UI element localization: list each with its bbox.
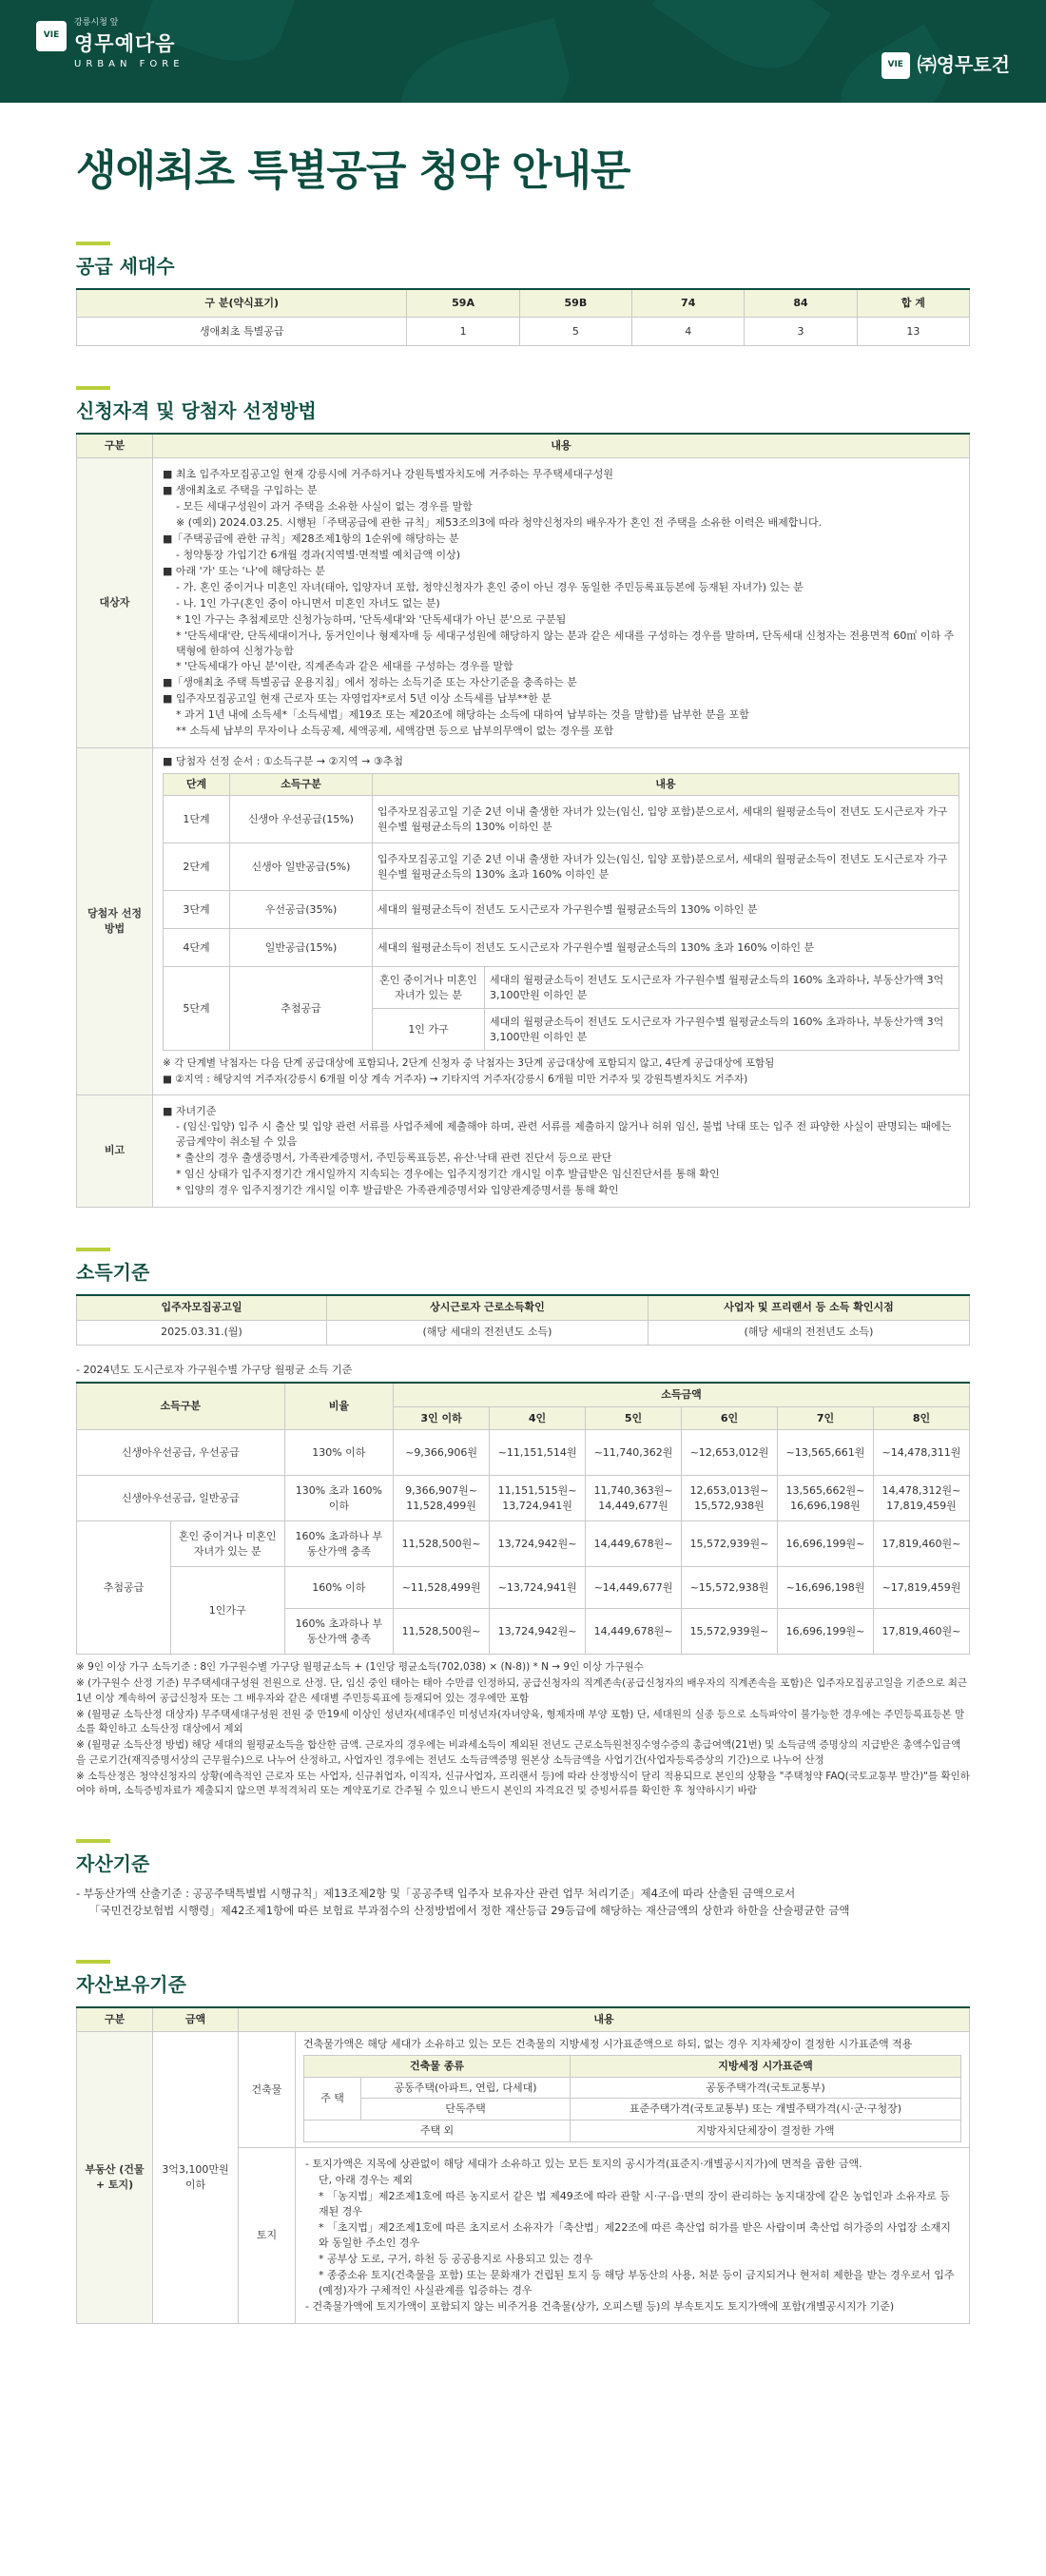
building-kind: 주택 외	[304, 2121, 571, 2142]
title-accent-bar	[76, 1248, 110, 1251]
building-type: 주 택	[304, 2077, 361, 2121]
income-value: 15,572,939원~	[682, 1609, 778, 1655]
footer-spacer	[76, 2324, 970, 2362]
income-value: 13,565,662원~ 16,696,198원	[777, 1476, 873, 1521]
income-value: 13,724,942원~	[490, 1521, 586, 1567]
section-title: 공급 세대수	[76, 254, 175, 278]
income-value: 11,740,363원~ 14,449,677원	[586, 1476, 682, 1521]
supply-cell: 13	[857, 318, 969, 346]
income-ratio: 160% 초과하나 부동산가액 충족	[284, 1521, 394, 1567]
asset-section	[76, 1839, 970, 1920]
income-value: 16,696,199원~	[777, 1521, 873, 1567]
income-header-cell: 비율	[284, 1383, 394, 1430]
stage-subcategory: 1인 가구	[373, 1009, 485, 1051]
leaf-decoration	[652, 0, 831, 92]
building-price: 표준주택가격(국토교통부) 또는 개별주택가격(시·군·구청장)	[571, 2099, 961, 2121]
table-row	[77, 1567, 970, 1609]
vie-logo-icon: VIE	[36, 21, 67, 51]
income-value: ~17,819,459원	[873, 1567, 969, 1609]
brand-location: 강릉시청 앞	[74, 18, 119, 28]
table-row	[164, 929, 959, 967]
income-value: ~11,740,362원	[586, 1430, 682, 1476]
title-accent-bar	[76, 242, 110, 245]
stage-desc: 세대의 월평균소득이 전년도 도시근로자 가구원수별 월평균소득의 160% 초과하나, 부동산가액 3억 3,100만원 이하인 분	[485, 967, 959, 1009]
asset-holding-table	[76, 2006, 970, 2324]
building-intro: 건축물가액은 해당 세대가 소유하고 있는 모든 건축물의 지방세정 시가표준액으로 하되, 없는 경우 지자체장이 결정한 시가표준액 적용	[303, 2037, 913, 2050]
list-item: * 공부상 도로, 구거, 하천 등 공공용지로 사용되고 있는 경우	[319, 2252, 593, 2265]
building-price: 공동주택가격(국토교통부)	[571, 2077, 961, 2099]
list-item: - (임신·입양) 입주 시 출산 및 입양 관련 서류를 사업주체에 제출해야 하며, 관련 서류를 제출하지 않거나 허위 임신, 불법 낙태 또는 입주 전 파양한 사실이 판명되는 때에는 공급계약이 취소될 수 있음	[176, 1120, 952, 1149]
income-header-cell: 소득구분	[77, 1383, 285, 1430]
target-list	[159, 462, 963, 744]
stage-header-cell: 단계	[164, 774, 230, 796]
stage-step: 5단계	[164, 967, 230, 1051]
list-item: ** 소득세 납부의 무자이나 소득공제, 세액공제, 세액감면 등으로 납부의무액이 없는 경우를 포함	[176, 725, 614, 738]
income-value: 17,819,460원~	[873, 1521, 969, 1567]
income-value: ~11,151,514원	[490, 1430, 586, 1476]
income-subcategory: 1인가구	[170, 1567, 284, 1655]
stage-table	[163, 773, 959, 1051]
row-label: 비고	[77, 1094, 153, 1208]
list-item: - 청약통장 가입기간 6개월 경과(지역별·면적별 예치금액 이상)	[176, 548, 461, 561]
list-item: - 건축물가액에 토지가액이 포함되지 않는 비주거용 건축물(상가, 오피스텔 등)의 부속토지도 토지가액에 포함(개별공시지가 기준)	[305, 2299, 895, 2313]
building-kind: 단독주택	[361, 2099, 571, 2121]
income-value: ~15,572,938원	[682, 1567, 778, 1609]
note-line: 「국민건강보험법 시행령」제42조제1항에 따른 보험료 부과점수의 산정방법에서 정한 재산등급 29등급에 해당하는 재산금액의 상한과 하한을 산술평균한 금액	[89, 1904, 850, 1918]
income-value: ~14,478,311원	[873, 1430, 969, 1476]
income-date-header: 입주자모집공고일	[77, 1295, 327, 1320]
building-header-cell: 건축물 종류	[304, 2055, 571, 2077]
row-label: 부동산 (건물 + 토지)	[77, 2031, 153, 2323]
table-row	[77, 1521, 970, 1567]
income-value: 11,528,500원~	[394, 1609, 490, 1655]
income-value: ~9,366,906원	[394, 1430, 490, 1476]
income-category: 신생아우선공급, 우선공급	[77, 1430, 285, 1476]
list-item: * 입양의 경우 입주지정기간 개시일 이후 발급받은 가족관계증명서와 입양관계증명서를 통해 확인	[176, 1184, 619, 1197]
section-title: 자산기준	[76, 1852, 150, 1876]
income-value: 16,696,199원~	[777, 1609, 873, 1655]
stage-subcategory: 혼인 중이거나 미혼인 자녀가 있는 분	[373, 967, 485, 1009]
section-title: 자산보유기준	[76, 1972, 186, 1996]
remark-list	[159, 1099, 963, 1204]
income-date-cell: (해당 세대의 전전년도 소득)	[326, 1320, 648, 1345]
stage-step: 2단계	[164, 843, 230, 891]
income-category: 신생아우선공급, 일반공급	[77, 1476, 285, 1521]
note-line: ■ ②지역 : 해당지역 거주자(강릉시 6개월 이상 계속 거주자) → 기타지역 거주자(강릉시 6개월 미만 거주자 및 강원특별자치도 거주자)	[163, 1073, 748, 1085]
corp-logo[interactable]	[881, 51, 1010, 79]
income-value: 13,724,942원~	[490, 1609, 586, 1655]
income-value: 11,151,515원~ 13,724,941원	[490, 1476, 586, 1521]
brand-name: 영무예다음	[74, 32, 176, 56]
title-accent-bar	[76, 386, 110, 390]
list-item: - 모든 세대구성원이 과거 주택을 소유한 사실이 없는 경우를 말함	[176, 500, 473, 513]
stage-desc: 입주자모집공고일 기준 2년 이내 출생한 자녀가 있는(임신, 입양 포함)분으로서, 세대의 월평균소득이 전년도 도시근로자 가구원수별 월평균소득의 130% 초과 160% 이하인 분	[373, 843, 959, 891]
qualification-section	[76, 386, 970, 1208]
table-row	[304, 2077, 961, 2099]
income-date-header: 사업자 및 프리랜서 등 소득 확인시점	[648, 1295, 969, 1320]
list-item: * 1인 가구는 추첨제로만 신청가능하며, '단독세대'와 '단독세대가 아닌 분'으로 구분됨	[176, 612, 567, 626]
hold-sub-label: 토지	[239, 2148, 296, 2323]
vie-logo-icon: VIE	[881, 52, 910, 79]
income-ratio: 160% 초과하나 부동산가액 충족	[284, 1609, 394, 1655]
table-row	[164, 843, 959, 891]
income-header-cell: 6인	[682, 1406, 778, 1430]
income-subcategory: 혼인 중이거나 미혼인 자녀가 있는 분	[170, 1521, 284, 1567]
table-row	[304, 2099, 961, 2121]
building-kind: 공동주택(아파트, 연립, 다세대)	[361, 2077, 571, 2099]
note-line: ※ (월평균 소득산정 방법) 해당 세대의 월평균소득을 합산한 금액. 근로자의 경우에는 비과세소득이 제외된 전년도 근로소득원천징수영수증의 총급여액(21번) 및 소득금액 증명상의 지급받은 총액수입금액을 근로기간(재직증명서상의 근무월수)으로 나누어 산정하고, 사업자인 경우에는 전년도 소득금액증명 원본상 소득금액을 사업기간(사업자등록증상의 기간)으로 나누어 산정	[76, 1739, 961, 1766]
income-caption: - 2024년도 도시근로자 가구원수별 가구당 월평균 소득 기준	[76, 1363, 353, 1376]
income-header-cell: 5인	[586, 1406, 682, 1430]
income-value: 15,572,939원~	[682, 1521, 778, 1567]
list-item: ■「생애최초 주택 특별공급 운용지침」에서 정하는 소득기준 또는 자산기준을 충족하는 분	[163, 676, 577, 689]
qual-header-cell: 내용	[153, 434, 970, 457]
income-value: 14,478,312원~ 17,819,459원	[873, 1476, 969, 1521]
supply-header-cell: 구 분(약식표기)	[77, 289, 407, 318]
selection-order: ■ 당첨자 선정 순서 : ①소득구분 → ②지역 → ③추첨	[163, 755, 403, 768]
hold-sub-label: 건축물	[239, 2031, 296, 2148]
page-title: 생애최초 특별공급 청약 안내문	[76, 146, 630, 195]
supply-cell: 5	[519, 318, 631, 346]
note-line: ※ 소득산정은 청약신청자의 상황(예측적인 근로자 또는 사업자, 신규취업자, 이직자, 신규사업자, 프리랜서 등)에 따라 산정방식이 달리 적용되므로 본인의 상황을 "주택청약 FAQ(국토교통부 발간)"를 확인하여야 하며, 소득증빙자료가 제출되지 않으면 부적격처리 또는 계약포기로 간주될 수 있으니 반드시 본인의 자격요건 및 증빙서류를 확인한 후 청약하시기 바람	[76, 1770, 970, 1797]
income-value: 9,366,907원~ 11,528,499원	[394, 1476, 490, 1521]
income-category: 추첨공급	[77, 1521, 171, 1655]
stage-desc: 세대의 월평균소득이 전년도 도시근로자 가구원수별 월평균소득의 160% 초과하나, 부동산가액 3억 3,100만원 이하인 분	[485, 1009, 959, 1051]
income-header-cell: 8인	[873, 1406, 969, 1430]
income-value: 14,449,678원~	[586, 1609, 682, 1655]
income-ratio: 130% 이하	[284, 1430, 394, 1476]
table-row	[77, 1476, 970, 1521]
income-date-header: 상시근로자 근로소득확인	[326, 1295, 648, 1320]
note-line: - 부동산가액 산출기준 : 공공주택특별법 시행규칙」제13조제2항 및「공공주택 입주자 보유자산 관련 업무 처리기준」제4조에 따라 산출된 금액으로서	[76, 1887, 796, 1901]
supply-cell: 1	[407, 318, 519, 346]
supply-header-cell: 84	[745, 289, 857, 318]
income-section	[76, 1248, 970, 1799]
income-header-cell: 3인 이하	[394, 1406, 490, 1430]
list-item: ■ 최초 입주자모집공고일 현재 강릉시에 거주하거나 강원특별자치도에 거주하는 무주택세대구성원	[163, 468, 614, 481]
list-item: ■ 아래 '가' 또는 '나'에 해당하는 분	[163, 564, 325, 577]
corp-name: ㈜영무토건	[917, 53, 1010, 76]
stage-category: 우선공급(35%)	[230, 891, 373, 929]
list-item: * 임신 상태가 입주지정기간 개시일까지 지속되는 경우에는 입주지정기간 개시일 이후 발급받은 임신진단서를 통해 확인	[176, 1168, 720, 1181]
note-line: ※ 각 단계별 낙첨자는 다음 단계 공급대상에 포함되나, 2단계 신청자 중 낙첨자는 3단계 공급대상에 포함되지 않고, 4단계 공급대상에 포함됨	[163, 1057, 775, 1070]
stage-desc: 세대의 월평균소득이 전년도 도시근로자 가구원수별 월평균소득의 130% 초과 160% 이하인 분	[373, 929, 959, 967]
stage-notes	[163, 1056, 959, 1088]
hold-header-cell: 내용	[239, 2007, 970, 2031]
leaf-decoration	[389, 18, 581, 103]
asset-holding-section	[76, 1960, 970, 2324]
income-header-cell: 소득금액	[394, 1383, 970, 1406]
supply-header-cell: 합 계	[857, 289, 969, 318]
income-value: 14,449,678원~	[586, 1521, 682, 1567]
list-item: 단, 아래 경우는 제외	[319, 2174, 413, 2187]
building-table	[303, 2055, 961, 2143]
list-item: - 토지가액은 지목에 상관없이 해당 세대가 소유하고 있는 모든 토지의 공시가격(표준지·개별공시지가)에 면적을 곱한 금액.	[305, 2158, 862, 2171]
brand-logo[interactable]	[36, 17, 184, 72]
supply-cell: 3	[745, 318, 857, 346]
list-item: * '단독세대'란, 단독세대이거나, 동거인이나 형제자매 등 세대구성원에 해당하지 않는 분과 같은 세대를 구성하는 경우를 말하며, 단독세대 신청자는 전용면적 60㎡ 이하 주택형에 한하여 신청가능함	[176, 629, 955, 657]
stage-desc: 입주자모집공고일 기준 2년 이내 출생한 자녀가 있는(임신, 입양 포함)분으로서, 세대의 월평균소득이 전년도 도시근로자 가구원수별 월평균소득의 130% 이하인 분	[373, 796, 959, 843]
land-list	[301, 2152, 963, 2318]
supply-cell: 생애최초 특별공급	[77, 318, 407, 346]
title-accent-bar	[76, 1839, 110, 1843]
income-table	[76, 1382, 970, 1656]
note-line: ※ (월평균 소득산정 대상자) 무주택세대구성원 전원 중 만19세 이상인 성년자(세대주인 미성년자(자녀양육, 형제자매 부양 포함) 단, 세대원의 실종 등으로 소득파악이 불가능한 경우에는 주민등록표등본 말소를 확인하고 소득산정 대상에서 제외	[76, 1708, 965, 1735]
stage-step: 1단계	[164, 796, 230, 843]
list-item: * '단독세대가 아닌 분'이란, 직계존속과 같은 세대를 구성하는 경우를 말함	[176, 660, 513, 673]
site-header	[0, 0, 1046, 103]
list-item: ■「주택공급에 관한 규칙」제28조제1항의 1순위에 해당하는 분	[163, 532, 459, 545]
hold-amount: 3억3,100만원 이하	[153, 2031, 239, 2323]
table-row	[164, 796, 959, 843]
income-value: ~11,528,499원	[394, 1567, 490, 1609]
income-date-cell: (해당 세대의 전전년도 소득)	[648, 1320, 969, 1345]
title-accent-bar	[76, 1960, 110, 1964]
list-item: * 종중소유 토지(건축물을 포함) 또는 문화재가 건립된 토지 등 해당 부동산의 사용, 처분 등이 금지되거나 현저히 제한을 받는 경우로서 입주(예정)자가 구체적인 사실관계를 입증하는 경우	[319, 2268, 955, 2296]
income-value: 12,653,013원~ 15,572,938원	[682, 1476, 778, 1521]
table-row	[164, 967, 959, 1009]
list-item: * 「초지법」제2조제1호에 따른 초지로서 소유자가「축산법」제22조에 따른 축산업 허가를 받은 사람이며 축산업 허가증의 사업장 소재지와 동일한 주소인 경우	[319, 2221, 951, 2250]
stage-category: 신생아 일반공급(5%)	[230, 843, 373, 891]
supply-cell: 4	[632, 318, 745, 346]
section-title: 소득기준	[76, 1261, 150, 1285]
list-item: * 출산의 경우 출생증명서, 가족관계증명서, 주민등록표등본, 유산·낙태 관련 진단서 등으로 판단	[176, 1152, 612, 1165]
income-ratio: 130% 초과 160% 이하	[284, 1476, 394, 1521]
list-item: ■ 생애최초로 주택을 구입하는 분	[163, 484, 318, 497]
building-price: 지방자치단체장이 결정한 가액	[571, 2121, 961, 2142]
stage-category: 추첨공급	[230, 967, 373, 1051]
income-value: ~12,653,012원	[682, 1430, 778, 1476]
stage-category: 일반공급(15%)	[230, 929, 373, 967]
income-date-table	[76, 1294, 970, 1346]
supply-header-cell: 59B	[519, 289, 631, 318]
income-value: ~16,696,198원	[777, 1567, 873, 1609]
table-row	[77, 1430, 970, 1476]
table-row	[164, 891, 959, 929]
list-item: - 가. 혼인 중이거나 미혼인 자녀(태아, 입양자녀 포함, 청약신청자가 혼인 중이 아닌 경우 동일한 주민등록표등본에 등재된 자녀가) 있는 분	[176, 580, 804, 593]
supply-table	[76, 288, 970, 347]
income-value: ~14,449,677원	[586, 1567, 682, 1609]
table-row	[304, 2121, 961, 2142]
income-value: ~13,724,941원	[490, 1567, 586, 1609]
qual-header-cell: 구분	[77, 434, 153, 457]
table-row	[77, 318, 970, 346]
income-value: ~13,565,661원	[777, 1430, 873, 1476]
income-header-cell: 4인	[490, 1406, 586, 1430]
stage-header-cell: 내용	[373, 774, 959, 796]
list-item: * 과거 1년 내에 소득세*「소득세법」제19조 또는 제20조에 해당하는 소득에 대하여 납부하는 것을 말함)를 납부한 분을 포함	[176, 708, 749, 722]
stage-step: 3단계	[164, 891, 230, 929]
hold-header-cell: 금액	[153, 2007, 239, 2031]
row-label: 대상자	[77, 458, 153, 748]
brand-subname: URBAN FORE	[74, 59, 184, 70]
asset-text	[76, 1886, 970, 1920]
supply-header-cell: 59A	[407, 289, 519, 318]
stage-desc: 세대의 월평균소득이 전년도 도시근로자 가구원수별 월평균소득의 130% 이하인 분	[373, 891, 959, 929]
stage-category: 신생아 우선공급(15%)	[230, 796, 373, 843]
income-date-cell: 2025.03.31.(월)	[77, 1320, 327, 1345]
table-row	[77, 1320, 970, 1345]
qualification-table	[76, 433, 970, 1208]
note-line: ※ 9인 이상 가구 소득기준 : 8인 가구원수별 가구당 월평균소득 + (1인당 평균소득(702,038) × (N-8)) * N → 9인 이상 가구원수	[76, 1661, 644, 1674]
income-notes	[76, 1660, 970, 1799]
list-item: ※ (예외) 2024.03.25. 시행된「주택공급에 관한 규칙」제53조의3에 따라 청약신청자의 배우자가 혼인 전 주택을 소유한 이력은 배제합니다.	[176, 516, 823, 530]
income-ratio: 160% 이하	[284, 1567, 394, 1609]
income-header-cell: 7인	[777, 1406, 873, 1430]
list-item: ■ 자녀기준	[163, 1104, 217, 1117]
stage-step: 4단계	[164, 929, 230, 967]
hold-header-cell: 구분	[77, 2007, 153, 2031]
stage-header-cell: 소득구분	[230, 774, 373, 796]
income-value: 17,819,460원~	[873, 1609, 969, 1655]
list-item: * 「농지법」제2조제1호에 따른 농지로서 같은 법 제49조에 따라 관할 시·구·읍·면의 장이 관리하는 농지대장에 같은 농업인과 소유자로 등재된 경우	[319, 2190, 950, 2218]
list-item: - 나. 1인 가구(혼인 중이 아니면서 미혼인 자녀도 없는 분)	[176, 596, 440, 610]
note-line: ※ (가구원수 산정 기준) 무주택세대구성원 전원으로 산정. 단, 임신 중인 태아는 태아 수만큼 인정하되, 공급신청자의 직계존속(공급신청자의 배우자의 직계존속을 포함)은 입주자모집공고일을 기준으로 최근 1년 이상 계속하여 공급신청자 또는 그 배우자와 같은 세대별 주민등록표에 등재되어 있는 경우에만 포함	[76, 1677, 968, 1704]
income-value: 11,528,500원~	[394, 1521, 490, 1567]
section-title: 신청자격 및 당첨자 선정방법	[76, 399, 317, 423]
list-item: ■ 입주자모집공고일 현재 근로자 또는 자영업자*로서 5년 이상 소득세를 납부**한 분	[163, 692, 552, 706]
row-label: 당첨자 선정방법	[77, 748, 153, 1094]
building-header-cell: 지방세정 시가표준액	[571, 2055, 961, 2077]
supply-section	[76, 242, 970, 347]
supply-header-cell: 74	[632, 289, 745, 318]
